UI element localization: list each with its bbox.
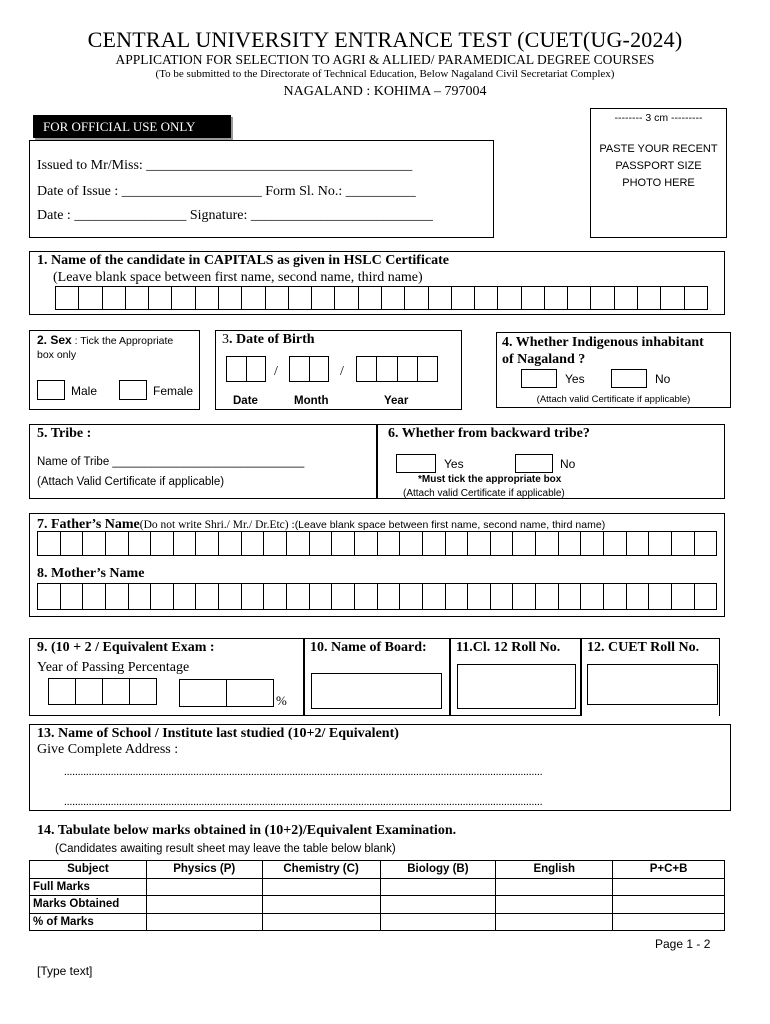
table-row bbox=[30, 896, 725, 914]
row-label-full-marks: Full Marks bbox=[30, 878, 147, 896]
class12-roll-input[interactable] bbox=[457, 664, 576, 709]
table-cell[interactable] bbox=[262, 878, 380, 896]
letter-box[interactable] bbox=[241, 286, 264, 310]
digit-box[interactable] bbox=[48, 678, 75, 705]
q5-title: 5. Tribe : bbox=[37, 426, 92, 441]
submission-note: (To be submitted to the Directorate of Technical Education, Below Nagaland Civil Secretariat Complex) bbox=[155, 68, 615, 80]
col-biology: Biology (B) bbox=[380, 861, 496, 879]
letter-box[interactable] bbox=[263, 531, 286, 556]
indigenous-yes-label: Yes bbox=[565, 372, 585, 386]
marks-table bbox=[29, 860, 725, 931]
female-checkbox[interactable] bbox=[119, 380, 147, 400]
percentage-boxes[interactable] bbox=[179, 679, 274, 707]
tribe-name-field[interactable]: Name of Tribe ______________________________ bbox=[37, 456, 305, 468]
letter-box[interactable] bbox=[82, 583, 105, 610]
letter-box[interactable] bbox=[354, 531, 377, 556]
letter-box[interactable] bbox=[451, 286, 474, 310]
digit-box[interactable] bbox=[356, 356, 376, 382]
letter-box[interactable] bbox=[521, 286, 544, 310]
letter-box[interactable] bbox=[218, 583, 241, 610]
q2-title-rest: : Tick the Appropriate bbox=[71, 335, 174, 347]
father-name-grid[interactable] bbox=[37, 531, 717, 556]
address-line-1[interactable]: .............................................................................................................................................................................. bbox=[64, 766, 543, 778]
letter-box[interactable] bbox=[173, 531, 196, 556]
type-text-placeholder: [Type text] bbox=[37, 964, 93, 978]
table-cell[interactable] bbox=[146, 913, 262, 931]
table-cell[interactable] bbox=[613, 913, 725, 931]
letter-box[interactable] bbox=[309, 583, 332, 610]
letter-box[interactable] bbox=[309, 531, 332, 556]
q11-title: 11.Cl. 12 Roll No. bbox=[456, 640, 561, 655]
q9-sub: Year of Passing Percentage bbox=[37, 660, 190, 675]
letter-box[interactable] bbox=[694, 531, 718, 556]
letter-box[interactable] bbox=[467, 531, 490, 556]
letter-box[interactable] bbox=[399, 583, 422, 610]
letter-box[interactable] bbox=[37, 531, 60, 556]
digit-box[interactable] bbox=[376, 356, 396, 382]
letter-box[interactable] bbox=[580, 531, 603, 556]
letter-box[interactable] bbox=[173, 583, 196, 610]
letter-box[interactable] bbox=[358, 286, 381, 310]
q6-note: (Attach valid Certificate if applicable) bbox=[403, 488, 565, 499]
letter-box[interactable] bbox=[580, 583, 603, 610]
dob-slash-1: / bbox=[274, 364, 278, 379]
letter-box[interactable] bbox=[102, 286, 125, 310]
table-row bbox=[30, 913, 725, 931]
letter-box[interactable] bbox=[637, 286, 660, 310]
letter-box[interactable] bbox=[422, 531, 445, 556]
q9-title: 9. (10 + 2 / Equivalent Exam : bbox=[37, 640, 215, 655]
letter-box[interactable] bbox=[422, 583, 445, 610]
dob-slash-2: / bbox=[340, 364, 344, 379]
passing-year-boxes[interactable] bbox=[48, 678, 157, 705]
q7-title-bold: 7. Father’s Name bbox=[37, 517, 140, 532]
male-label: Male bbox=[71, 384, 98, 398]
backward-no-checkbox[interactable] bbox=[515, 454, 553, 473]
table-cell[interactable] bbox=[146, 878, 262, 896]
letter-box[interactable] bbox=[128, 583, 151, 610]
table-cell[interactable] bbox=[380, 878, 496, 896]
form-subtitle: APPLICATION FOR SELECTION TO AGRI & ALLIED/ PARAMEDICAL DEGREE COURSES bbox=[115, 52, 655, 67]
letter-box[interactable] bbox=[648, 531, 671, 556]
photo-instruction-1: PASTE YOUR RECENT bbox=[599, 143, 718, 155]
dob-date-label: Date bbox=[233, 395, 258, 407]
letter-box[interactable] bbox=[125, 286, 148, 310]
q5-note: (Attach Valid Certificate if applicable) bbox=[37, 476, 225, 488]
letter-box[interactable] bbox=[445, 583, 468, 610]
q2-title-bold: 2. Sex bbox=[37, 333, 72, 347]
digit-box[interactable] bbox=[309, 356, 330, 382]
letter-box[interactable] bbox=[490, 531, 513, 556]
letter-box[interactable] bbox=[377, 583, 400, 610]
letter-box[interactable] bbox=[78, 286, 101, 310]
letter-box[interactable] bbox=[354, 583, 377, 610]
table-cell[interactable] bbox=[262, 896, 380, 914]
letter-box[interactable] bbox=[660, 286, 683, 310]
digit-box[interactable] bbox=[397, 356, 417, 382]
letter-box[interactable] bbox=[55, 286, 78, 310]
digit-box[interactable] bbox=[226, 679, 274, 707]
letter-box[interactable] bbox=[265, 286, 288, 310]
address-line-2[interactable]: .............................................................................................................................................................................. bbox=[64, 796, 543, 808]
letter-box[interactable] bbox=[626, 583, 649, 610]
col-chemistry: Chemistry (C) bbox=[262, 861, 380, 879]
q2-title-line2: box only bbox=[37, 349, 77, 361]
letter-box[interactable] bbox=[428, 286, 451, 310]
letter-box[interactable] bbox=[512, 531, 535, 556]
letter-box[interactable] bbox=[218, 286, 241, 310]
letter-box[interactable] bbox=[684, 286, 708, 310]
row-label-percent-marks: % of Marks bbox=[30, 913, 147, 931]
q6-title: 6. Whether from backward tribe? bbox=[388, 426, 590, 441]
digit-box[interactable] bbox=[102, 678, 129, 705]
photo-size-label: -------- 3 cm --------- bbox=[614, 112, 703, 124]
letter-box[interactable] bbox=[195, 531, 218, 556]
q3-title-num: 3 bbox=[222, 332, 229, 347]
letter-box[interactable] bbox=[105, 531, 128, 556]
digit-box[interactable] bbox=[75, 678, 102, 705]
letter-box[interactable] bbox=[404, 286, 427, 310]
letter-box[interactable] bbox=[241, 583, 264, 610]
letter-box[interactable] bbox=[334, 286, 357, 310]
letter-box[interactable] bbox=[626, 531, 649, 556]
q4-note: (Attach valid Certificate if applicable) bbox=[536, 394, 691, 405]
form-title: CENTRAL UNIVERSITY ENTRANCE TEST (CUET(UG-2024) bbox=[87, 27, 683, 52]
q14-title: 14. Tabulate below marks obtained in (10+2)/Equivalent Examination. bbox=[37, 823, 457, 838]
table-header-row bbox=[30, 861, 725, 879]
letter-box[interactable] bbox=[694, 583, 718, 610]
letter-box[interactable] bbox=[218, 531, 241, 556]
table-cell[interactable] bbox=[496, 913, 613, 931]
letter-box[interactable] bbox=[614, 286, 637, 310]
backward-no-label: No bbox=[560, 457, 576, 471]
letter-box[interactable] bbox=[60, 583, 83, 610]
location-line: NAGALAND : KOHIMA – 797004 bbox=[283, 84, 487, 99]
q8-title: 8. Mother’s Name bbox=[37, 566, 145, 581]
letter-box[interactable] bbox=[567, 286, 590, 310]
indigenous-no-checkbox[interactable] bbox=[611, 369, 647, 388]
q13-title: 13. Name of School / Institute last studied (10+2/ Equivalent) bbox=[37, 726, 399, 741]
letter-box[interactable] bbox=[512, 583, 535, 610]
dob-year-boxes[interactable] bbox=[356, 356, 438, 382]
letter-box[interactable] bbox=[497, 286, 520, 310]
q4-title-2: of Nagaland ? bbox=[502, 352, 586, 367]
digit-box[interactable] bbox=[417, 356, 438, 382]
letter-box[interactable] bbox=[331, 531, 354, 556]
dob-year-label: Year bbox=[384, 395, 409, 407]
dob-month-boxes[interactable] bbox=[289, 356, 329, 382]
letter-box[interactable] bbox=[544, 286, 567, 310]
date-signature-field[interactable]: Date : ________________ Signature: __________________________ bbox=[37, 208, 433, 223]
letter-box[interactable] bbox=[288, 286, 311, 310]
col-english: English bbox=[496, 861, 613, 879]
letter-box[interactable] bbox=[286, 531, 309, 556]
q4-title-1: 4. Whether Indigenous inhabitant bbox=[502, 335, 704, 350]
col-physics: Physics (P) bbox=[146, 861, 262, 879]
letter-box[interactable] bbox=[128, 531, 151, 556]
letter-box[interactable] bbox=[82, 531, 105, 556]
digit-box[interactable] bbox=[179, 679, 226, 707]
letter-box[interactable] bbox=[558, 531, 581, 556]
q12-title: 12. CUET Roll No. bbox=[587, 640, 700, 655]
table-cell[interactable] bbox=[262, 913, 380, 931]
letter-box[interactable] bbox=[195, 583, 218, 610]
letter-box[interactable] bbox=[490, 583, 513, 610]
letter-box[interactable] bbox=[558, 583, 581, 610]
backward-yes-label: Yes bbox=[444, 457, 464, 471]
letter-box[interactable] bbox=[263, 583, 286, 610]
letter-box[interactable] bbox=[474, 286, 497, 310]
q6-must-tick: *Must tick the appropriate box bbox=[418, 474, 562, 485]
indigenous-yes-checkbox[interactable] bbox=[521, 369, 557, 388]
board-name-input[interactable] bbox=[311, 673, 442, 709]
digit-box[interactable] bbox=[289, 356, 309, 382]
photo-instruction-2: PASSPORT SIZE bbox=[615, 160, 702, 172]
letter-box[interactable] bbox=[171, 286, 194, 310]
photo-box[interactable] bbox=[590, 108, 727, 238]
letter-box[interactable] bbox=[148, 286, 171, 310]
letter-box[interactable] bbox=[150, 531, 173, 556]
letter-box[interactable] bbox=[445, 531, 468, 556]
letter-box[interactable] bbox=[603, 583, 626, 610]
letter-box[interactable] bbox=[603, 531, 626, 556]
q13-sub: Give Complete Address : bbox=[37, 742, 179, 757]
q10-title: 10. Name of Board: bbox=[310, 640, 427, 655]
dob-day-boxes[interactable] bbox=[226, 356, 266, 382]
letter-box[interactable] bbox=[535, 583, 558, 610]
letter-box[interactable] bbox=[399, 531, 422, 556]
col-subject: Subject bbox=[30, 861, 147, 879]
letter-box[interactable] bbox=[311, 286, 334, 310]
table-cell[interactable] bbox=[613, 896, 725, 914]
row-label-marks-obtained: Marks Obtained bbox=[30, 896, 147, 914]
cuet-roll-input[interactable] bbox=[587, 664, 718, 705]
table-cell[interactable] bbox=[613, 878, 725, 896]
page-number: Page 1 - 2 bbox=[655, 937, 711, 951]
letter-box[interactable] bbox=[671, 583, 694, 610]
q7-title-serif: (Do not write Shri./ Mr./ Dr.Etc) : bbox=[139, 519, 295, 531]
letter-box[interactable] bbox=[671, 531, 694, 556]
date-of-issue-field[interactable]: Date of Issue : ____________________ Form Sl. No.: __________ bbox=[37, 184, 416, 199]
q2-title bbox=[37, 333, 173, 347]
male-checkbox[interactable] bbox=[37, 380, 65, 400]
mother-name-grid[interactable] bbox=[37, 583, 717, 610]
backward-yes-checkbox[interactable] bbox=[396, 454, 436, 473]
letter-box[interactable] bbox=[286, 583, 309, 610]
official-use-banner: FOR OFFICIAL USE ONLY bbox=[33, 115, 231, 138]
letter-box[interactable] bbox=[648, 583, 671, 610]
letter-box[interactable] bbox=[60, 531, 83, 556]
q3-title-rest: . Date of Birth bbox=[229, 332, 315, 347]
table-cell[interactable] bbox=[496, 896, 613, 914]
letter-box[interactable] bbox=[381, 286, 404, 310]
digit-box[interactable] bbox=[129, 678, 157, 705]
candidate-name-grid[interactable] bbox=[55, 286, 708, 310]
table-cell[interactable] bbox=[380, 913, 496, 931]
q7-title-sans: (Leave blank space between first name, second name, third name) bbox=[294, 519, 606, 531]
dob-month-label: Month bbox=[294, 395, 329, 407]
letter-box[interactable] bbox=[150, 583, 173, 610]
q14-note: (Candidates awaiting result sheet may leave the table below blank) bbox=[55, 843, 396, 855]
percent-sign: % bbox=[276, 693, 287, 708]
letter-box[interactable] bbox=[467, 583, 490, 610]
indigenous-no-label: No bbox=[655, 372, 671, 386]
letter-box[interactable] bbox=[590, 286, 613, 310]
digit-box[interactable] bbox=[246, 356, 267, 382]
table-cell[interactable] bbox=[380, 896, 496, 914]
letter-box[interactable] bbox=[331, 583, 354, 610]
issued-to-field[interactable]: Issued to Mr/Miss: ______________________________________ bbox=[37, 158, 413, 173]
q1-title: 1. Name of the candidate in CAPITALS as given in HSLC Certificate bbox=[37, 253, 449, 268]
col-pcb: P+C+B bbox=[613, 861, 725, 879]
q3-title bbox=[222, 332, 315, 348]
letter-box[interactable] bbox=[37, 583, 60, 610]
q1-hint: (Leave blank space between first name, second name, third name) bbox=[53, 270, 423, 285]
letter-box[interactable] bbox=[241, 531, 264, 556]
photo-instruction-3: PHOTO HERE bbox=[622, 177, 695, 189]
letter-box[interactable] bbox=[195, 286, 218, 310]
table-row bbox=[30, 878, 725, 896]
letter-box[interactable] bbox=[535, 531, 558, 556]
letter-box[interactable] bbox=[377, 531, 400, 556]
letter-box[interactable] bbox=[105, 583, 128, 610]
table-cell[interactable] bbox=[496, 878, 613, 896]
female-label: Female bbox=[153, 384, 194, 398]
digit-box[interactable] bbox=[226, 356, 246, 382]
table-cell[interactable] bbox=[146, 896, 262, 914]
